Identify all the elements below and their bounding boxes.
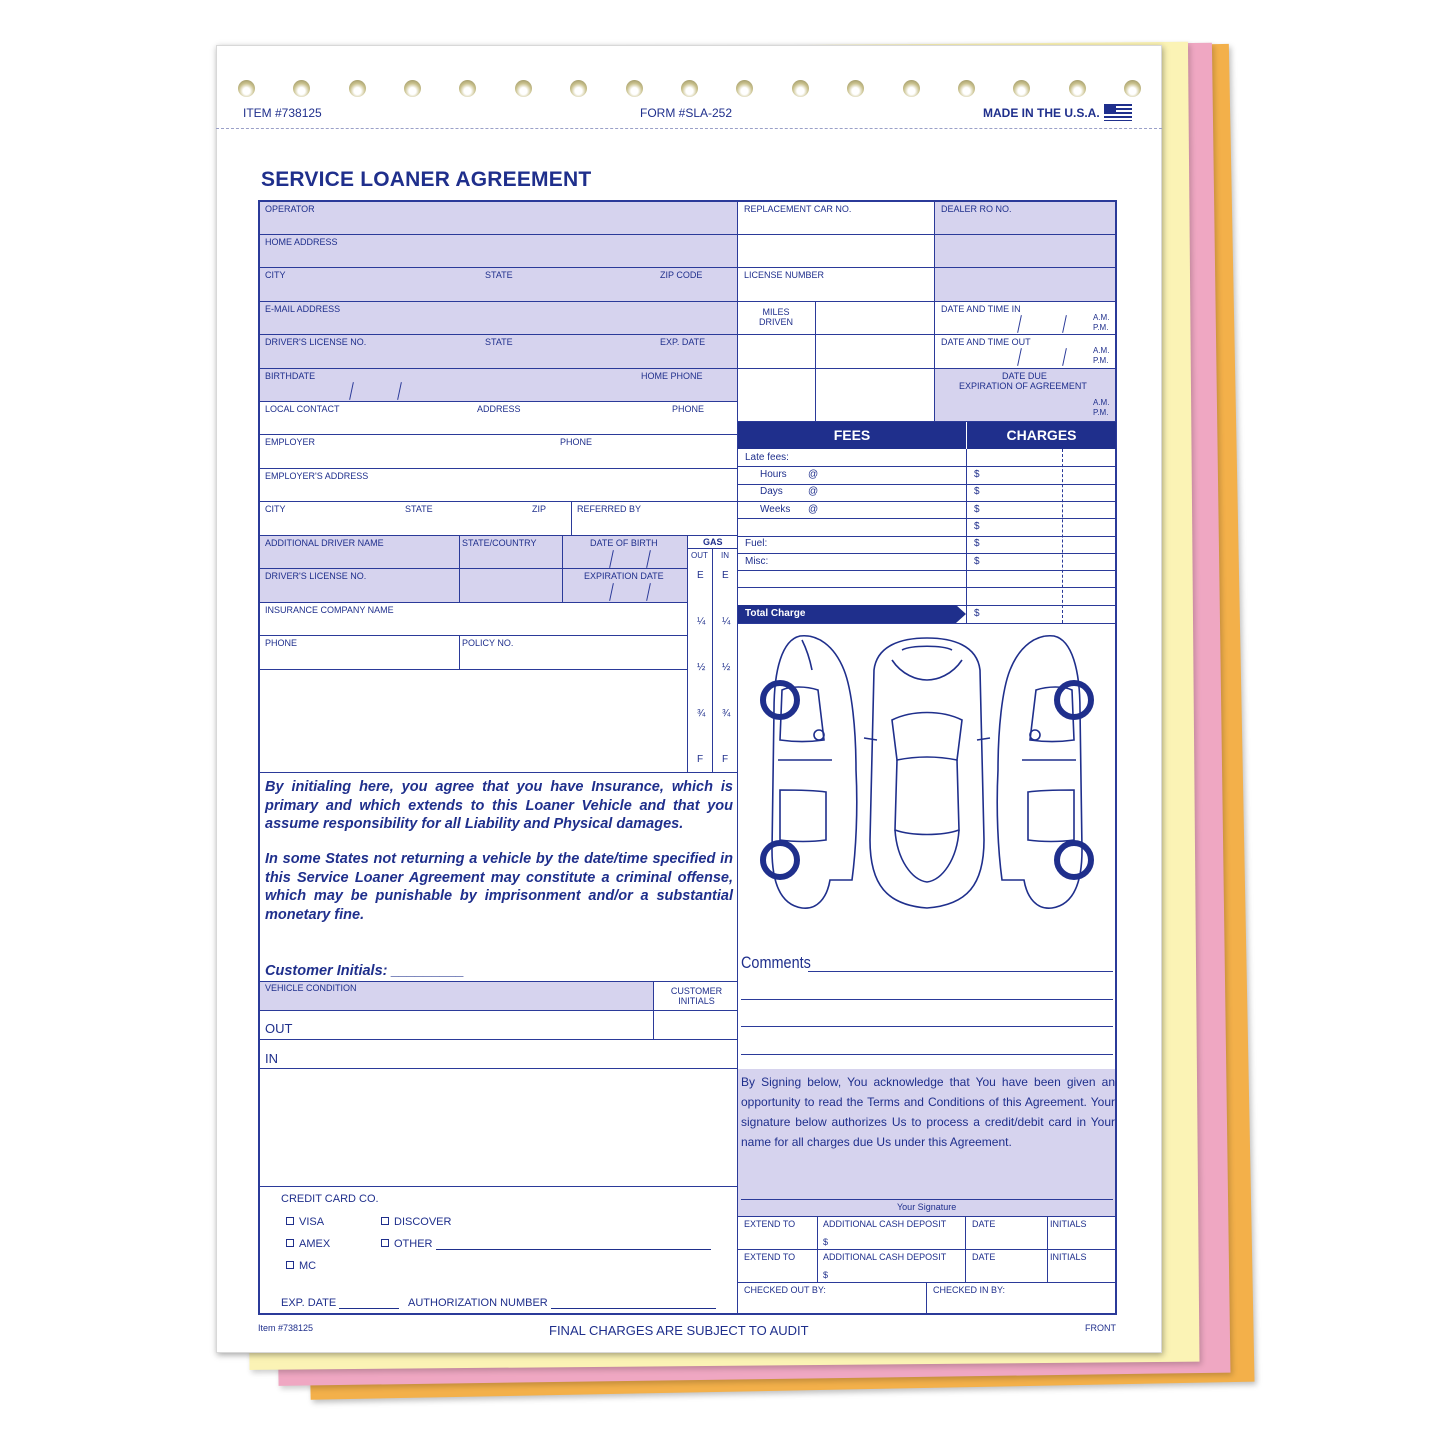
birthdate-field[interactable] [260, 369, 738, 402]
customer-initials-col-label: CUSTOMER INITIALS [670, 986, 723, 1006]
date-separator [646, 550, 651, 568]
total-charge-bar [738, 605, 956, 623]
deposit-field-2[interactable] [818, 1250, 966, 1283]
extra-charge[interactable]: $ [974, 521, 980, 532]
total-arrow-icon [956, 605, 966, 623]
extend-initials-label-1: INITIALS [1050, 1219, 1087, 1229]
license-number-shaded [935, 268, 1116, 302]
dealer-ro-value[interactable] [935, 235, 1116, 268]
gas-out-quarter[interactable]: ¼ [697, 616, 706, 627]
front-label: FRONT [1085, 1323, 1116, 1333]
condition-in-label: IN [265, 1051, 278, 1066]
extend-to-label-1: EXTEND TO [744, 1219, 796, 1229]
binding-hole-icon [958, 80, 975, 97]
date-separator [609, 550, 614, 568]
hours-at: @ [808, 469, 819, 480]
date-due-field[interactable] [935, 369, 1116, 422]
policy-no-field[interactable] [460, 636, 688, 670]
form-title: SERVICE LOANER AGREEMENT [261, 168, 592, 191]
days-label: Days [760, 486, 783, 497]
footer-item-number: Item #738125 [258, 1323, 314, 1333]
amex-option[interactable] [286, 1238, 330, 1250]
car-side-right-icon [997, 636, 1091, 908]
expiration-label: EXPIRATION OF AGREEMENT [959, 381, 1087, 391]
dob-field[interactable] [563, 536, 688, 569]
employer-phone-label: PHONE [560, 437, 593, 447]
deposit-label-1: ADDITIONAL CASH DEPOSIT [823, 1219, 947, 1229]
local-contact-label: LOCAL CONTACT [265, 404, 340, 414]
amex-label: AMEX [299, 1238, 331, 1250]
comment-line-4[interactable] [741, 1054, 1113, 1055]
employer-city-label: CITY [265, 504, 286, 514]
perforation-line [216, 128, 1162, 129]
fuel-charge[interactable]: $ [974, 538, 980, 549]
gas-out-three-quarter[interactable]: ¾ [697, 708, 706, 719]
authorization-label: AUTHORIZATION NUMBER [408, 1297, 548, 1309]
misc-label: Misc: [745, 556, 769, 567]
binding-hole-icon [736, 80, 753, 97]
authorization-underline[interactable] [551, 1298, 716, 1309]
email-field[interactable] [260, 302, 738, 335]
binding-hole-icon [570, 80, 587, 97]
state-country-label: STATE/COUNTRY [462, 538, 537, 548]
binding-hole-icon [238, 80, 255, 97]
gas-gauge [688, 536, 738, 773]
days-charge[interactable]: $ [974, 486, 980, 497]
miles-in-label-cell [738, 335, 816, 369]
employer-zip-label: ZIP [532, 504, 547, 514]
binding-hole-icon [404, 80, 421, 97]
extend-initials-field-2[interactable] [1048, 1250, 1116, 1283]
extend-to-field-1[interactable] [738, 1217, 818, 1250]
binding-hole-icon [681, 80, 698, 97]
additional-dl-state-field[interactable] [460, 569, 563, 603]
replacement-car-value[interactable] [738, 235, 935, 268]
car-side-left-icon [763, 636, 857, 908]
checked-out-field[interactable] [738, 1283, 927, 1314]
condition-out-initials[interactable] [654, 1011, 738, 1040]
dl-label: DRIVER'S LICENSE NO. [265, 337, 367, 347]
zip-code-label: ZIP CODE [660, 270, 703, 280]
visa-checkbox[interactable] [286, 1217, 294, 1225]
email-label: E-MAIL ADDRESS [265, 304, 341, 314]
license-number-field[interactable] [738, 268, 935, 302]
extend-date-label-2: DATE [972, 1252, 996, 1262]
binding-hole-icon [349, 80, 366, 97]
visa-label: VISA [299, 1216, 325, 1228]
local-address-label: ADDRESS [477, 404, 521, 414]
hours-charge[interactable]: $ [974, 469, 980, 480]
extend-initials-field-1[interactable] [1048, 1217, 1116, 1250]
charges-header: CHARGES [967, 422, 1116, 449]
credit-card-block [260, 1187, 738, 1314]
replacement-car-field[interactable] [738, 202, 935, 235]
employer-field[interactable] [260, 435, 738, 469]
extend-to-label-2: EXTEND TO [744, 1252, 796, 1262]
gas-in-e[interactable]: E [722, 570, 729, 581]
employer-state-label: STATE [405, 504, 433, 514]
binding-hole-icon [515, 80, 532, 97]
gas-in-quarter[interactable]: ¼ [722, 616, 731, 627]
extend-date-field-2[interactable] [966, 1250, 1048, 1283]
time-out-pm[interactable]: P.M. [1093, 356, 1109, 365]
days-at: @ [808, 486, 819, 497]
mc-option[interactable] [286, 1260, 316, 1272]
mc-label: MC [299, 1260, 317, 1272]
additional-exp-label: EXPIRATION DATE [584, 571, 664, 581]
referred-by-label: REFERRED BY [577, 504, 642, 514]
customer-initials-line[interactable]: Customer Initials: _________ [265, 963, 465, 979]
date-time-in-field[interactable] [935, 302, 1116, 335]
employer-label: EMPLOYER [265, 437, 316, 447]
insurance-phone-field[interactable] [260, 636, 460, 670]
weeks-charge[interactable]: $ [974, 504, 980, 515]
audit-notice: FINAL CHARGES ARE SUBJECT TO AUDIT [549, 1323, 809, 1338]
vehicle-damage-diagram[interactable] [752, 630, 1102, 920]
gas-in-half[interactable]: ½ [722, 662, 731, 673]
insurance-statement: By initialing here, you agree that you have Insurance, which is primary and which extends to this Loaner Vehicle and that you assume responsibility for all Liability and Physical damages. [265, 779, 733, 832]
discover-checkbox[interactable] [381, 1217, 389, 1225]
time-in-am[interactable]: A.M. [1093, 313, 1110, 322]
policy-no-label: POLICY NO. [462, 638, 514, 648]
binding-hole-icon [1069, 80, 1086, 97]
hours-label: Hours [760, 469, 787, 480]
mc-checkbox[interactable] [286, 1261, 294, 1269]
fuel-label: Fuel: [745, 538, 768, 549]
comment-line-3[interactable] [741, 1026, 1113, 1027]
authorization-line[interactable] [408, 1297, 716, 1309]
state-country-field[interactable] [460, 536, 563, 569]
time-out-am[interactable]: A.M. [1093, 346, 1110, 355]
dealer-ro-field[interactable] [935, 202, 1116, 235]
binding-hole-icon [903, 80, 920, 97]
date-separator [609, 583, 614, 601]
additional-driver-label: ADDITIONAL DRIVER NAME [265, 538, 384, 548]
condition-out-row[interactable] [260, 1011, 654, 1040]
weeks-at: @ [808, 504, 819, 515]
date-separator [1062, 315, 1067, 333]
condition-in-row[interactable] [260, 1040, 738, 1069]
date-separator [349, 382, 354, 400]
due-am[interactable]: A.M. [1093, 398, 1110, 407]
item-number: ITEM #738125 [243, 106, 322, 120]
vehicle-condition-header [260, 982, 654, 1011]
total-charge-label: Total Charge [745, 608, 806, 619]
other-option[interactable] [381, 1238, 711, 1250]
comment-line-1[interactable] [808, 971, 1113, 972]
discover-label: DISCOVER [394, 1216, 452, 1228]
checked-in-field[interactable] [927, 1283, 1116, 1314]
signature-disclaimer: By Signing below, You acknowledge that You have been given an opportunity to read the Terms and Conditions of this Agreement. Your signature below authorizes Us to process a credit/debit card in Your name for all charges due Us under this Agreement. [741, 1075, 1115, 1149]
insurance-label: INSURANCE COMPANY NAME [265, 605, 394, 615]
amex-checkbox[interactable] [286, 1239, 294, 1247]
weeks-label: Weeks [760, 504, 791, 515]
license-number-label: LICENSE NUMBER [744, 270, 825, 280]
cc-exp-date-label: EXP. DATE [281, 1297, 337, 1309]
referred-by-field[interactable] [572, 502, 738, 536]
deposit-dollar-2: $ [823, 1270, 829, 1280]
miles-out-field[interactable] [816, 302, 935, 335]
local-phone-label: PHONE [672, 404, 705, 414]
binding-hole-icon [847, 80, 864, 97]
deposit-field-1[interactable] [818, 1217, 966, 1250]
other-line[interactable] [436, 1239, 711, 1250]
exp-date-line[interactable] [281, 1297, 399, 1309]
miles-driven-label-cell [738, 302, 816, 335]
signature-line[interactable] [741, 1199, 1113, 1200]
date-time-in-label: DATE AND TIME IN [941, 304, 1021, 314]
miles-driven-label: MILES DRIVEN [758, 307, 793, 327]
employer-city-field[interactable] [260, 502, 572, 536]
drivers-license-field[interactable] [260, 335, 738, 369]
home-address-field[interactable] [260, 235, 738, 268]
extend-date-label-1: DATE [972, 1219, 996, 1229]
state-label: STATE [485, 270, 513, 280]
total-charge-value[interactable]: $ [974, 608, 980, 619]
local-contact-field[interactable] [260, 402, 738, 435]
miles-total-label-cell [738, 369, 816, 422]
extend-initials-label-2: INITIALS [1050, 1252, 1087, 1262]
city-state-zip-field[interactable] [260, 268, 738, 302]
misc-charge[interactable]: $ [974, 556, 980, 567]
discover-option[interactable] [381, 1216, 451, 1228]
home-phone-label: HOME PHONE [641, 371, 703, 381]
date-separator [1017, 348, 1022, 366]
us-flag-icon [1104, 104, 1132, 121]
gas-out-label: OUT [691, 551, 708, 560]
due-pm[interactable]: P.M. [1093, 408, 1109, 417]
dealer-ro-label: DEALER RO NO. [941, 204, 1012, 214]
binding-hole-icon [1013, 80, 1030, 97]
dob-label: DATE OF BIRTH [590, 538, 658, 548]
gas-title: GAS [703, 537, 723, 547]
credit-card-title: CREDIT CARD CO. [281, 1193, 379, 1205]
date-separator [397, 382, 402, 400]
gas-in-label: IN [721, 551, 729, 560]
date-time-out-field[interactable] [935, 335, 1116, 369]
binding-holes [236, 80, 1146, 100]
your-signature-label: Your Signature [897, 1202, 957, 1212]
fees-header: FEES [738, 422, 966, 449]
binding-hole-icon [626, 80, 643, 97]
insurance-field[interactable] [260, 603, 688, 636]
additional-dl-field[interactable] [260, 569, 460, 603]
miles-total-field[interactable] [816, 369, 935, 422]
employer-address-field[interactable] [260, 469, 738, 502]
city-label: CITY [265, 270, 286, 280]
binding-hole-icon [1124, 80, 1141, 97]
date-time-out-label: DATE AND TIME OUT [941, 337, 1031, 347]
replacement-label: REPLACEMENT CAR NO. [744, 204, 852, 214]
vehicle-condition-label: VEHICLE CONDITION [265, 983, 357, 993]
cc-exp-underline[interactable] [339, 1298, 399, 1309]
gas-in-f[interactable]: F [722, 754, 729, 765]
operator-label: OPERATOR [265, 204, 315, 214]
checked-in-label: CHECKED IN BY: [933, 1285, 1006, 1295]
employer-address-label: EMPLOYER'S ADDRESS [265, 471, 369, 481]
binding-hole-icon [792, 80, 809, 97]
home-address-label: HOME ADDRESS [265, 237, 338, 247]
late-fees-label: Late fees: [745, 452, 789, 463]
additional-dl-label: DRIVER'S LICENSE NO. [265, 571, 367, 581]
dl-exp-label: EXP. DATE [660, 337, 706, 347]
other-checkbox[interactable] [381, 1239, 389, 1247]
extend-to-field-2[interactable] [738, 1250, 818, 1283]
additional-driver-field[interactable] [260, 536, 460, 569]
gas-out-half[interactable]: ½ [697, 662, 706, 673]
extend-date-field-1[interactable] [966, 1217, 1048, 1250]
customer-initials-header [654, 982, 738, 1011]
binding-hole-icon [293, 80, 310, 97]
birthdate-label: BIRTHDATE [265, 371, 316, 381]
made-in-usa: MADE IN THE U.S.A. [983, 106, 1100, 120]
date-due-label: DATE DUE [1002, 371, 1047, 381]
binding-hole-icon [459, 80, 476, 97]
condition-notes-area[interactable] [260, 1069, 738, 1187]
comment-line-2[interactable] [741, 999, 1113, 1000]
blank-area [260, 670, 688, 773]
time-in-pm[interactable]: P.M. [1093, 323, 1109, 332]
operator-field[interactable] [260, 202, 738, 235]
gas-out-e[interactable]: E [697, 570, 704, 581]
visa-option[interactable] [286, 1216, 324, 1228]
date-separator [1017, 315, 1022, 333]
deposit-label-2: ADDITIONAL CASH DEPOSIT [823, 1252, 947, 1262]
fees-table [738, 449, 1116, 623]
other-label: OTHER [394, 1238, 433, 1250]
gas-in-three-quarter[interactable]: ¾ [722, 708, 731, 719]
form-number: FORM #SLA-252 [640, 106, 733, 120]
checked-out-label: CHECKED OUT BY: [744, 1285, 826, 1295]
date-separator [646, 583, 651, 601]
gas-out-f[interactable]: F [697, 754, 704, 765]
miles-in-field[interactable] [816, 335, 935, 369]
car-top-view-icon [864, 638, 990, 908]
date-separator [1062, 348, 1067, 366]
insurance-phone-label: PHONE [265, 638, 298, 648]
comments-label: Comments [741, 953, 811, 972]
additional-exp-field[interactable] [563, 569, 688, 603]
dl-state-label: STATE [485, 337, 513, 347]
criminal-offense-statement: In some States not returning a vehicle by the date/time specified in this Service Loaner Agreement may constitute a criminal offense, which may be punishable by imprisonment and/or a substantial monetary fine. [265, 851, 733, 923]
condition-out-label: OUT [265, 1021, 293, 1036]
deposit-dollar-1: $ [823, 1237, 829, 1247]
